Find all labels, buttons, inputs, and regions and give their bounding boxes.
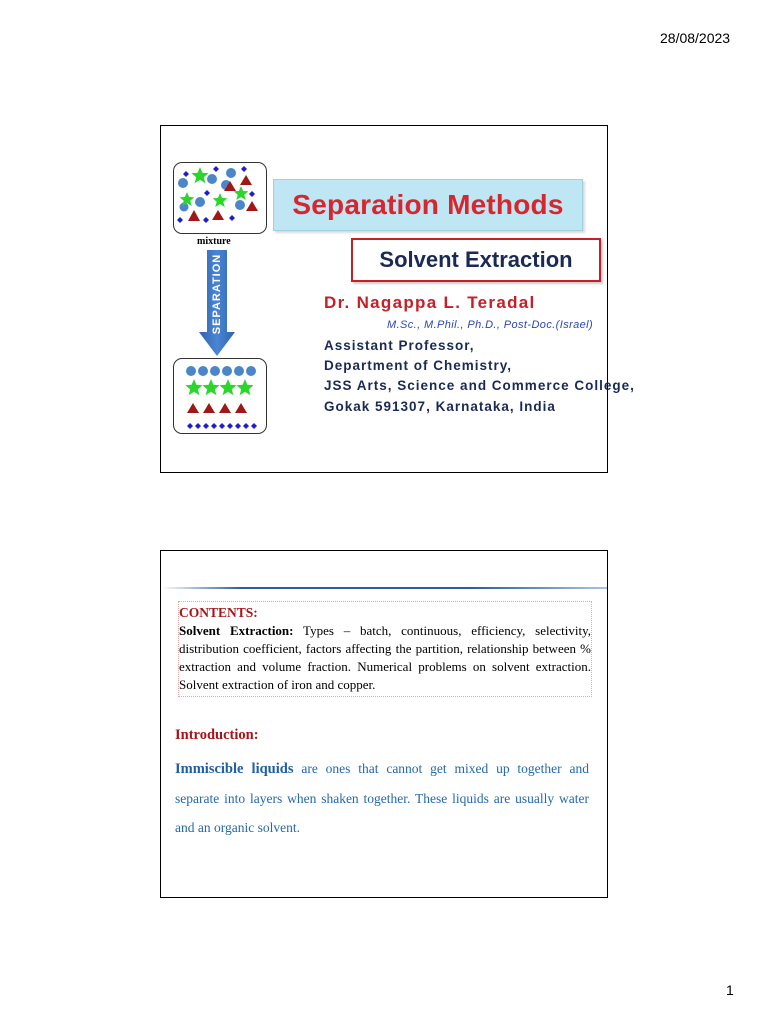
contents-text: [179, 623, 591, 692]
slide-content: [161, 597, 609, 897]
separated-shapes-icon: [174, 359, 266, 433]
separation-label: SEPARATION: [210, 253, 223, 335]
introduction-paragraph: [175, 754, 589, 842]
slide-title: Separation Methods: [273, 179, 583, 231]
author-department: Department of Chemistry,: [324, 358, 513, 373]
author-college: JSS Arts, Science and Commerce College,: [324, 378, 635, 393]
author-position: Assistant Professor,: [324, 338, 475, 353]
page-number: 1: [726, 982, 734, 998]
author-address: Gokak 591307, Karnataka, India: [324, 399, 556, 414]
separated-box: [173, 358, 267, 434]
contents-topic: Solvent Extraction:: [179, 623, 294, 638]
introduction-body: are ones that cannot get mixed up together and separate into layers when shaken together. These liquids are usually water and an organic solvent.: [175, 761, 589, 835]
header-rule: [161, 587, 607, 589]
contents-box: [178, 601, 592, 697]
introduction-heading: Introduction:: [175, 727, 259, 743]
contents-heading: CONTENTS:: [179, 605, 258, 620]
introduction-term: Immiscible liquids: [175, 761, 294, 777]
separation-arrow-icon: [199, 250, 235, 356]
page-date: 28/08/2023: [660, 30, 731, 46]
slide-subtitle: Solvent Extraction: [351, 238, 601, 282]
mixture-label: mixture: [197, 236, 231, 247]
mixture-shapes-icon: [174, 163, 266, 233]
title-slide: [160, 125, 635, 473]
author-name: Dr. Nagappa L. Teradal: [324, 293, 536, 312]
mixture-box: [173, 162, 267, 234]
author-qualifications: M.Sc., M.Phil., Ph.D., Post-Doc.(Israel): [387, 319, 594, 331]
contents-body: Types – batch, continuous, efficiency, selectivity, distribution coefficient, factors affecting the partition, relationship between % extraction and volume fraction. Numerical problems on solvent extraction. Solvent extraction of iron and copper.: [179, 623, 591, 692]
contents-slide: [160, 550, 608, 898]
